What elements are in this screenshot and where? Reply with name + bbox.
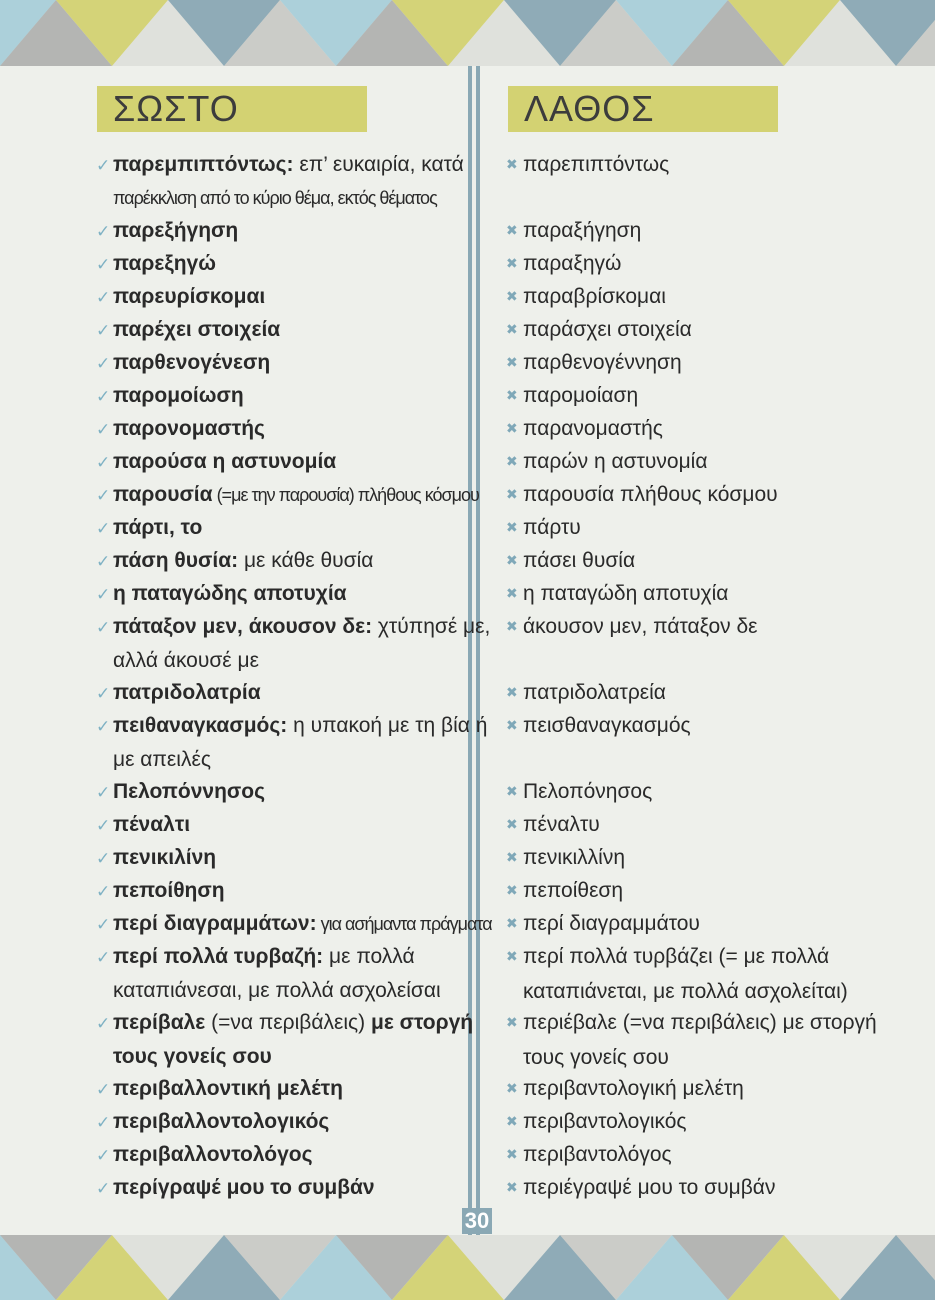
bottom-triangle-band: [0, 1235, 935, 1300]
wrong-row: [506, 478, 886, 511]
cross-icon: ✖: [506, 585, 518, 601]
cross-icon: ✖: [506, 1014, 518, 1030]
correct-term: πέναλτι: [113, 813, 191, 836]
correct-row: [96, 874, 472, 907]
wrong-column: [506, 148, 886, 1204]
correct-row: [96, 1105, 472, 1138]
cross-icon: ✖: [506, 321, 518, 337]
check-icon: ✓: [96, 1146, 111, 1165]
cross-icon: ✖: [506, 1179, 518, 1195]
wrong-row: [506, 544, 886, 577]
correct-row: [96, 841, 472, 874]
cross-icon: ✖: [506, 288, 518, 304]
cross-icon: ✖: [506, 783, 518, 799]
correct-row: [96, 379, 472, 412]
correct-term: παρεμπιπτόντως:: [113, 153, 294, 176]
wrong-text: περιέβαλε (=να περιβάλεις) με στοργή: [523, 1011, 877, 1034]
wrong-text: πατριδολατρεία: [523, 681, 666, 704]
wrong-text: άκουσον μεν, πάταξον δε: [523, 615, 758, 638]
check-icon: ✓: [96, 552, 111, 571]
cross-icon: ✖: [506, 849, 518, 865]
correct-row: [96, 313, 472, 346]
correct-row: [96, 478, 479, 511]
correct-definition: επ’ ευκαιρία, κατά: [293, 153, 464, 176]
correct-definition-line2: παρέκκλιση από το κύριο θέμα, εκτός θέματος: [113, 188, 437, 208]
correct-row: [96, 445, 472, 478]
correct-term: παρευρίσκομαι: [113, 285, 266, 308]
correct-definition: με κάθε θυσία: [238, 549, 374, 572]
correct-row: [96, 709, 488, 775]
wrong-text: παρών η αστυνομία: [523, 450, 708, 473]
cross-icon: ✖: [506, 1113, 518, 1129]
wrong-text: παραξηγώ: [523, 252, 622, 275]
wrong-text: παρανομαστής: [523, 417, 663, 440]
correct-term: η παταγώδης αποτυχία: [113, 582, 347, 605]
wrong-text: πάσει θυσία: [523, 549, 636, 572]
wrong-row: [506, 148, 886, 214]
wrong-row: [506, 775, 886, 808]
check-icon: ✓: [96, 519, 111, 538]
correct-definition-line2: καταπιάνεσαι, με πολλά ασχολείσαι: [113, 979, 441, 1002]
check-icon: ✓: [96, 882, 111, 901]
correct-row: [96, 676, 472, 709]
wrong-text-line2: καταπιάνεται, με πολλά ασχολείται): [523, 980, 848, 1003]
wrong-text: περί πολλά τυρβάζει (= με πολλά: [523, 945, 830, 968]
cross-icon: ✖: [506, 552, 518, 568]
correct-term: περιβαλλοντική μελέτη: [113, 1077, 343, 1100]
wrong-row: [506, 346, 886, 379]
cross-icon: ✖: [506, 453, 518, 469]
wrong-text: πεποίθεση: [523, 879, 624, 902]
wrong-row: [506, 412, 886, 445]
wrong-row: [506, 1072, 886, 1105]
wrong-row: [506, 1006, 886, 1072]
correct-definition: (=να περιβάλεις): [205, 1011, 371, 1034]
check-icon: ✓: [96, 387, 111, 406]
top-triangle-band: [0, 0, 935, 66]
correct-row: [96, 214, 472, 247]
correct-term: παρθενογένεση: [113, 351, 271, 374]
wrong-row: [506, 1171, 886, 1204]
cross-icon: ✖: [506, 948, 518, 964]
check-icon: ✓: [96, 354, 111, 373]
check-icon: ✓: [96, 486, 111, 505]
correct-term: παρουσία: [113, 483, 213, 506]
wrong-text: πάρτυ: [523, 516, 581, 539]
correct-definition: η υπακοή με τη βία ή: [287, 714, 488, 737]
correct-row: [96, 1006, 472, 1072]
correct-row: [96, 1171, 472, 1204]
check-icon: ✓: [96, 684, 111, 703]
wrong-row: [506, 379, 886, 412]
wrong-text: πέναλτυ: [523, 813, 600, 836]
wrong-row: [506, 445, 886, 478]
check-icon: ✓: [96, 321, 111, 340]
correct-term: πάση θυσία:: [113, 549, 239, 572]
correct-row: [96, 280, 472, 313]
check-icon: ✓: [96, 1014, 111, 1033]
check-icon: ✓: [96, 222, 111, 241]
wrong-text: παρθενογέννηση: [523, 351, 682, 374]
correct-row: [96, 775, 472, 808]
check-icon: ✓: [96, 948, 111, 967]
cross-icon: ✖: [506, 717, 518, 733]
correct-definition: (=με την παρουσία) πλήθους κόσμου: [212, 485, 479, 505]
wrong-text: η παταγώδη αποτυχία: [523, 582, 729, 605]
column-divider-right: [476, 66, 480, 1235]
cross-icon: ✖: [506, 354, 518, 370]
check-icon: ✓: [96, 585, 111, 604]
correct-term: περιβαλλοντολογικός: [113, 1110, 330, 1133]
correct-definition-line2: με απειλές: [113, 748, 211, 771]
check-icon: ✓: [96, 453, 111, 472]
wrong-row: [506, 874, 886, 907]
cross-icon: ✖: [506, 222, 518, 238]
cross-icon: ✖: [506, 816, 518, 832]
wrong-row: [506, 907, 886, 940]
correct-row: [96, 808, 472, 841]
wrong-row: [506, 709, 886, 775]
correct-row: [96, 940, 472, 1006]
page-number: 30: [462, 1208, 492, 1234]
correct-row: [96, 511, 472, 544]
check-icon: ✓: [96, 1113, 111, 1132]
wrong-text: περί διαγραμμάτου: [523, 912, 700, 935]
cross-icon: ✖: [506, 1080, 518, 1096]
correct-row: [96, 346, 472, 379]
cross-icon: ✖: [506, 255, 518, 271]
wrong-text: παραβρίσκομαι: [523, 285, 666, 308]
correct-term: πάρτι, το: [113, 516, 203, 539]
correct-term: Πελοπόννησος: [113, 780, 266, 803]
header-wrong: ΛΑΘΟΣ: [508, 86, 778, 132]
wrong-row: [506, 511, 886, 544]
check-icon: ✓: [96, 288, 111, 307]
correct-definition: για ασήμαντα πράγματα: [316, 914, 492, 934]
check-icon: ✓: [96, 255, 111, 274]
check-icon: ✓: [96, 420, 111, 439]
wrong-row: [506, 577, 886, 610]
check-icon: ✓: [96, 717, 111, 736]
wrong-text: περιβαντολογική μελέτη: [523, 1077, 744, 1100]
correct-term: πατριδολατρία: [113, 681, 261, 704]
correct-term: παρεξήγηση: [113, 219, 239, 242]
cross-icon: ✖: [506, 882, 518, 898]
wrong-text: περιέγραψέ μου το συμβάν: [523, 1176, 776, 1199]
check-icon: ✓: [96, 849, 111, 868]
correct-term: παρούσα η αστυνομία: [113, 450, 337, 473]
correct-row: [96, 907, 492, 940]
correct-term: παρονομαστής: [113, 417, 265, 440]
wrong-row: [506, 610, 886, 676]
wrong-text: παρεπιπτόντως: [523, 153, 670, 176]
correct-definition: χτύπησέ με,: [372, 615, 491, 638]
correct-row: [96, 577, 472, 610]
check-icon: ✓: [96, 1080, 111, 1099]
correct-term: παρεξηγώ: [113, 252, 216, 275]
wrong-row: [506, 280, 886, 313]
wrong-row: [506, 808, 886, 841]
band-bottom-svg: [0, 1235, 935, 1300]
check-icon: ✓: [96, 1179, 111, 1198]
cross-icon: ✖: [506, 915, 518, 931]
header-correct: ΣΩΣΤΟ: [97, 86, 367, 132]
wrong-text: Πελοπόνησος: [523, 780, 653, 803]
wrong-row: [506, 313, 886, 346]
wrong-row: [506, 1105, 886, 1138]
correct-term-continued: με στοργή: [370, 1011, 474, 1034]
check-icon: ✓: [96, 783, 111, 802]
correct-definition-line2: αλλά άκουσέ με: [113, 649, 259, 672]
correct-term: πειθαναγκασμός:: [113, 714, 288, 737]
wrong-text: παράσχει στοιχεία: [523, 318, 692, 341]
correct-term: περί πολλά τυρβαζή:: [113, 945, 324, 968]
check-icon: ✓: [96, 915, 111, 934]
cross-icon: ✖: [506, 519, 518, 535]
cross-icon: ✖: [506, 156, 518, 172]
band-top-svg: [0, 0, 935, 66]
correct-row: [96, 610, 491, 676]
correct-row: [96, 412, 472, 445]
wrong-text: παρουσία πλήθους κόσμου: [523, 483, 778, 506]
wrong-row: [506, 676, 886, 709]
wrong-row: [506, 940, 886, 1006]
cross-icon: ✖: [506, 618, 518, 634]
correct-term: πεποίθηση: [113, 879, 225, 902]
cross-icon: ✖: [506, 420, 518, 436]
correct-row: [96, 544, 472, 577]
correct-row: [96, 148, 472, 214]
cross-icon: ✖: [506, 1146, 518, 1162]
correct-term: περιβαλλοντολόγος: [113, 1143, 313, 1166]
wrong-text: πενικιλλίνη: [523, 846, 626, 869]
correct-column: [96, 148, 492, 1204]
wrong-row: [506, 841, 886, 874]
check-icon: ✓: [96, 156, 111, 175]
correct-definition-line2: τους γονείς σου: [113, 1045, 272, 1068]
check-icon: ✓: [96, 618, 111, 637]
check-icon: ✓: [96, 816, 111, 835]
correct-term: περίβαλε: [113, 1011, 206, 1034]
correct-definition: με πολλά: [323, 945, 415, 968]
wrong-text: πεισθαναγκασμός: [523, 714, 691, 737]
wrong-row: [506, 214, 886, 247]
correct-term: περί διαγραμμάτων:: [113, 912, 317, 935]
correct-row: [96, 247, 472, 280]
wrong-row: [506, 1138, 886, 1171]
wrong-text-line2: τους γονείς σου: [523, 1046, 669, 1069]
correct-row: [96, 1138, 472, 1171]
correct-term: παρέχει στοιχεία: [113, 318, 281, 341]
correct-term: παρομοίωση: [113, 384, 244, 407]
cross-icon: ✖: [506, 684, 518, 700]
correct-term: περίγραψέ μου το συμβάν: [113, 1176, 375, 1199]
cross-icon: ✖: [506, 486, 518, 502]
correct-term: πενικιλίνη: [113, 846, 217, 869]
correct-row: [96, 1072, 472, 1105]
wrong-text: περιβαντολογικός: [523, 1110, 687, 1133]
wrong-text: παρομοίαση: [523, 384, 639, 407]
cross-icon: ✖: [506, 387, 518, 403]
wrong-row: [506, 247, 886, 280]
wrong-text: παραξήγηση: [523, 219, 642, 242]
wrong-text: περιβαντολόγος: [523, 1143, 672, 1166]
correct-term: πάταξον μεν, άκουσον δε:: [113, 615, 373, 638]
